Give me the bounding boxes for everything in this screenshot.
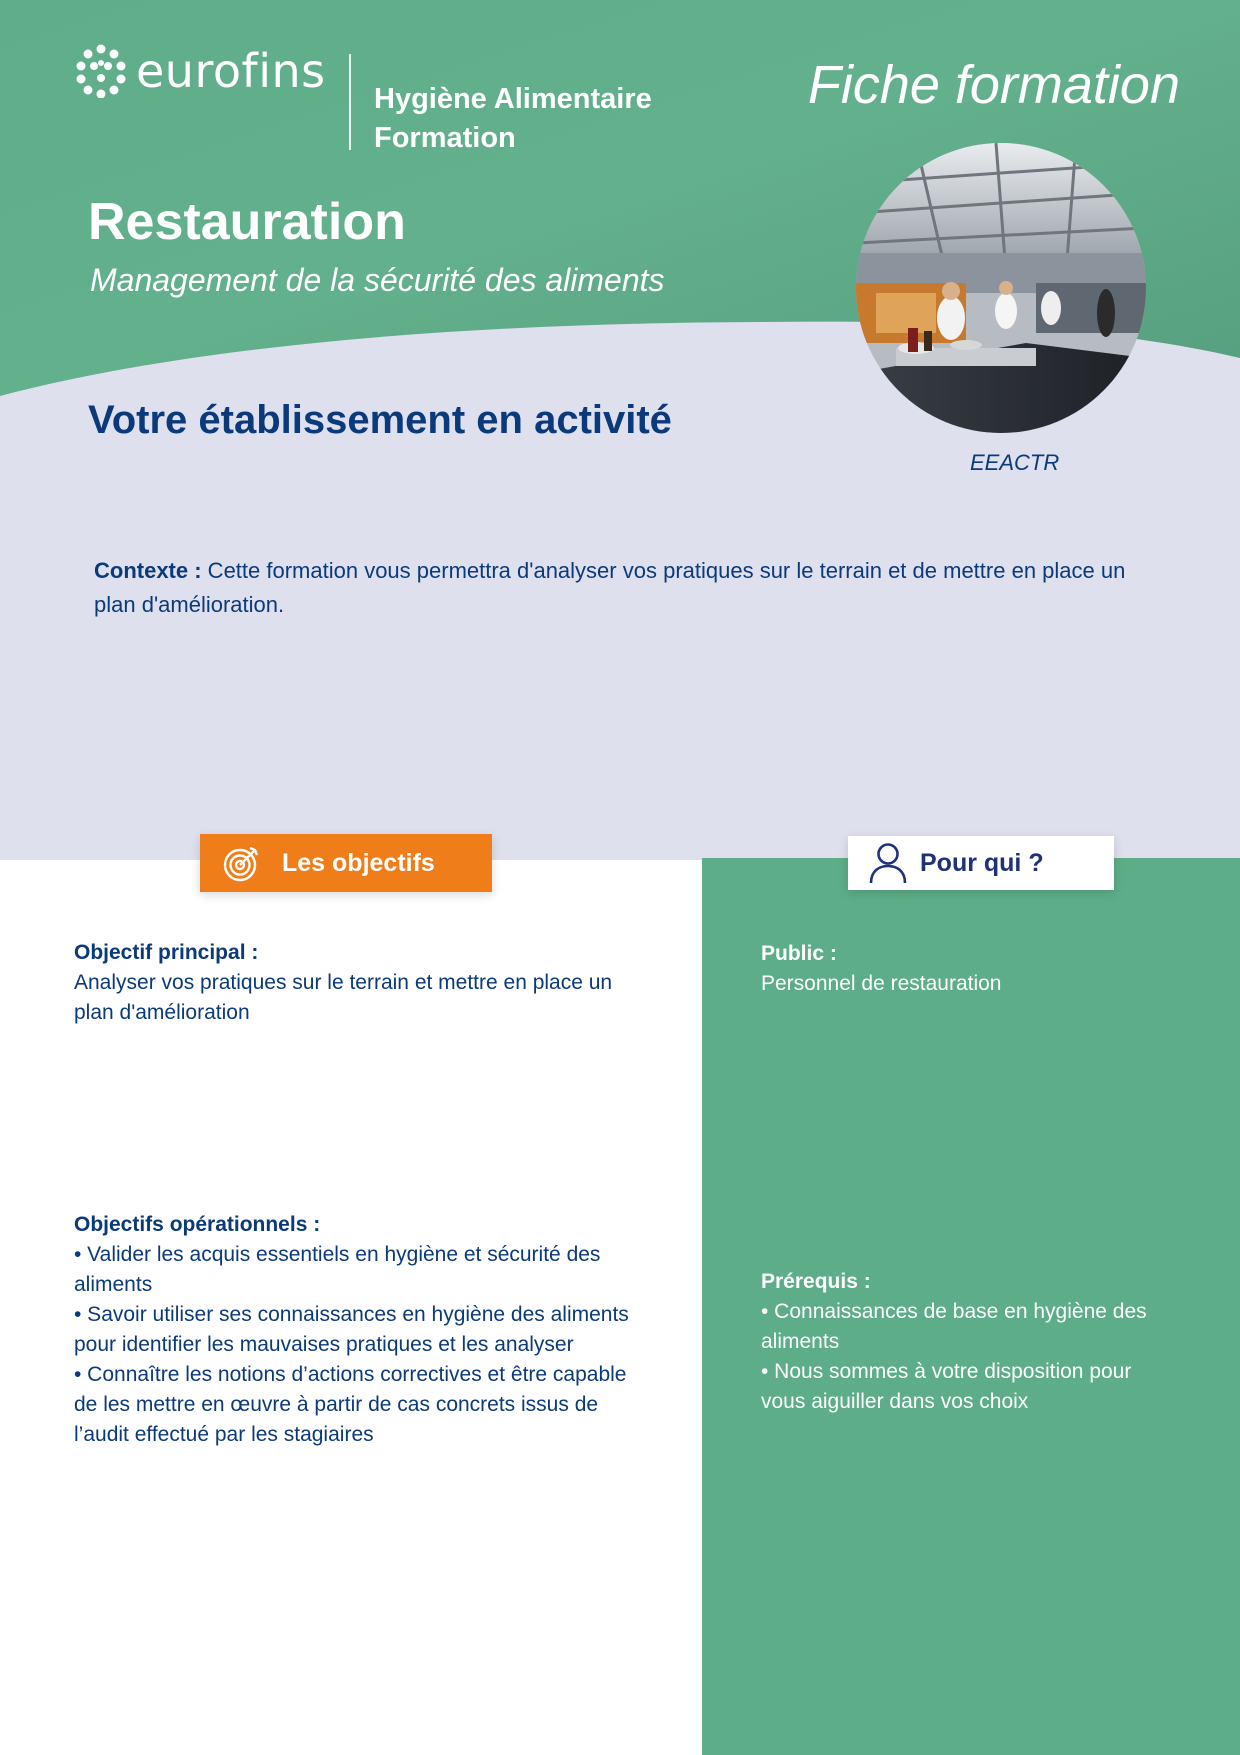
division-name: [374, 80, 652, 158]
public-heading: Public :: [761, 942, 837, 965]
page-title: Restauration: [88, 193, 406, 251]
main-objective-heading: Objectif principal :: [74, 941, 259, 964]
main-objective-text: Analyser vos pratiques sur le terrain et mettre en place un plan d'amélioration: [74, 971, 613, 1024]
main-objective: [74, 938, 644, 1028]
operational-objectives-heading: Objectifs opérationnels :: [74, 1213, 321, 1236]
division-line-2: Formation: [374, 122, 516, 154]
audience-button[interactable]: [848, 836, 1114, 890]
list-item: • Connaissances de base en hygiène des aliments: [761, 1300, 1147, 1353]
objectives-button-label: Les objectifs: [282, 848, 435, 877]
kitchen-photo-icon: [856, 143, 1146, 433]
course-code: EEACTR: [970, 450, 1060, 475]
list-item: • Connaître les notions d’actions correctives et être capable de les mettre en œuvre à partir de cas concrets issus de l’audit effectué par les stagiaires: [74, 1363, 627, 1446]
eurofins-logo: [74, 44, 326, 98]
operational-objectives: [74, 1210, 644, 1450]
page-subtitle: Management de la sécurité des aliments: [90, 262, 665, 298]
public-text: Personnel de restauration: [761, 972, 1002, 995]
document-type: Fiche formation: [807, 55, 1180, 115]
list-item: • Nous sommes à votre disposition pour vous aiguiller dans vos choix: [761, 1360, 1132, 1413]
course-title: Votre établissement en activité: [88, 398, 672, 442]
list-item: • Savoir utiliser ses connaissances en hygiène des aliments pour identifier les mauvaises pratiques et les analyser: [74, 1303, 629, 1356]
prerequisites-section: [761, 1267, 1181, 1417]
eurofins-logo-icon: [74, 44, 128, 98]
target-icon: [222, 843, 262, 883]
public-section: [761, 939, 1181, 999]
context-text: Cette formation vous permettra d'analyser vos pratiques sur le terrain et de mettre en place un plan d'amélioration.: [94, 558, 1126, 617]
audience-button-label: Pour qui ?: [920, 848, 1044, 877]
division-line-1: Hygiène Alimentaire: [374, 83, 652, 115]
kitchen-photo: [856, 143, 1146, 433]
person-icon: [868, 841, 908, 885]
list-item: • Valider les acquis essentiels en hygiène et sécurité des aliments: [74, 1243, 601, 1296]
context-paragraph: [94, 554, 1154, 622]
context-label: Contexte :: [94, 558, 202, 583]
objectives-button[interactable]: [200, 834, 492, 892]
logo-divider: [349, 54, 351, 150]
prerequisites-heading: Prérequis :: [761, 1270, 871, 1293]
logo-wordmark: eurofins: [136, 44, 326, 98]
